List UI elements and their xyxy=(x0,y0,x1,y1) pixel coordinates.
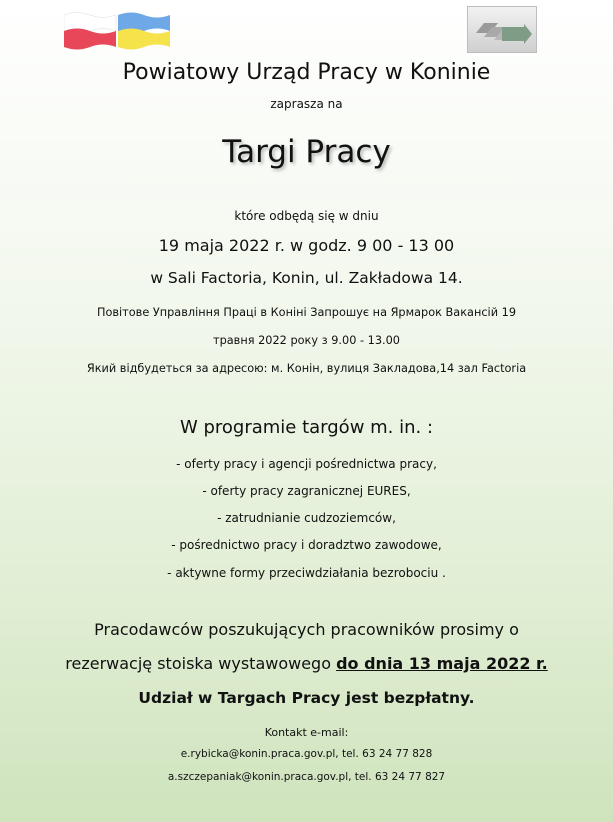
poland-ukraine-flags-icon xyxy=(64,11,170,51)
ukrainian-line-2: травня 2022 року з 9.00 - 13.00 xyxy=(213,334,400,347)
program-item: - oferty pracy i agencji pośrednictwa pracy, xyxy=(176,457,437,471)
invite-text: zaprasza na xyxy=(270,97,343,111)
employers-note-line-1: Pracodawców poszukujących pracowników prosimy o xyxy=(94,620,519,639)
booking-text: rezerwację stoiska wystawowego xyxy=(65,654,337,673)
contact-label: Kontakt e-mail: xyxy=(264,726,349,739)
program-item: - zatrudnianie cudzoziemców, xyxy=(217,511,396,525)
program-item: - pośrednictwo pracy i doradztwo zawodowe, xyxy=(171,538,442,552)
page-title: Powiatowy Urząd Pracy w Koninie xyxy=(122,60,491,85)
program-item: - aktywne formy przeciwdziałania bezrobociu . xyxy=(167,566,446,580)
contact-entry: a.szczepaniak@konin.praca.gov.pl, tel. 63 24 77 827 xyxy=(167,771,446,783)
contact-entry: e.rybicka@konin.praca.gov.pl, tel. 63 24 77 828 xyxy=(180,748,433,760)
forward-arrows-icon xyxy=(468,7,536,52)
event-date-intro: które odbędą się w dniu xyxy=(234,209,379,223)
program-heading: W programie targów m. in. : xyxy=(179,417,434,438)
event-date: 19 maja 2022 r. w godz. 9 00 - 13 00 xyxy=(158,236,455,255)
booking-deadline: do dnia 13 maja 2022 r. xyxy=(336,654,548,673)
event-headline: Targi Pracy xyxy=(222,134,391,170)
event-location: w Sali Factoria, Konin, ul. Zakładowa 14. xyxy=(150,269,463,287)
free-participation-note: Udział w Targach Pracy jest bezpłatny. xyxy=(138,689,475,707)
program-item: - oferty pracy zagranicznej EURES, xyxy=(202,484,411,498)
employers-note-line-2 xyxy=(0,654,613,673)
ukrainian-line-1: Повітове Управління Праці в Коніні Запрошує на Ярмарок Вакансій 19 xyxy=(96,306,517,319)
forward-arrows-button[interactable] xyxy=(467,6,537,53)
ukrainian-line-3: Який відбудеться за адресою: м. Конін, вулиця Закладова,14 зал Factoria xyxy=(86,362,527,375)
